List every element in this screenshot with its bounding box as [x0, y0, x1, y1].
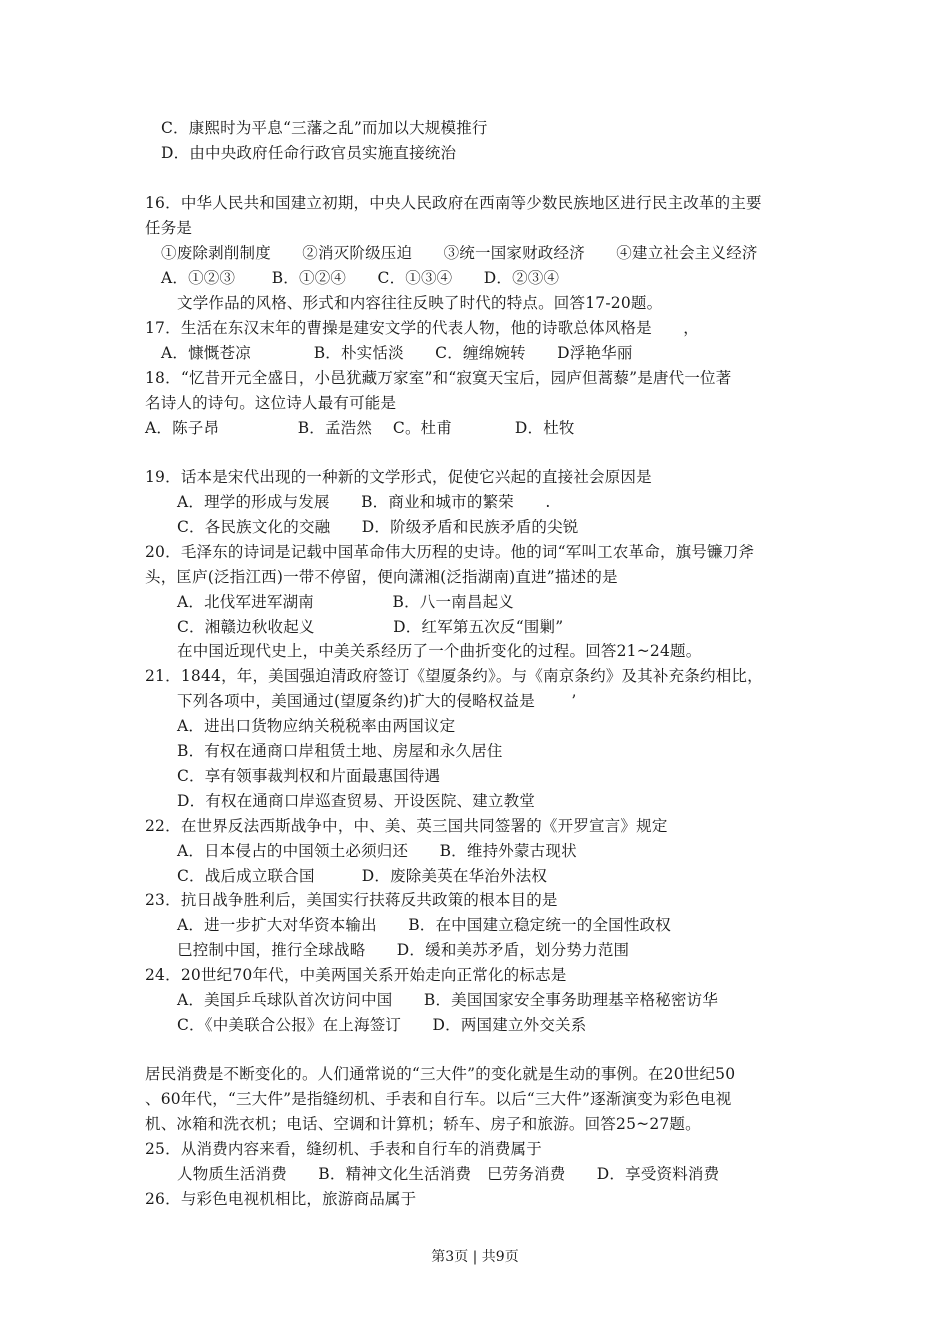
- text-line: C．各民族文化的交融 D．阶级矛盾和民族矛盾的尖锐: [177, 518, 579, 536]
- text-line: C．享有领事裁判权和片面最惠国待遇: [177, 767, 441, 785]
- text-line: A．进一步扩大对华资本输出 B．在中国建立稳定统一的全国性政权: [177, 916, 671, 934]
- page-footer: 第3页 | 共9页: [431, 1249, 519, 1265]
- text-line: 23．抗日战争胜利后，美国实行扶蒋反共政策的根本目的是: [145, 891, 558, 909]
- text-line: 、60年代，“三大件”是指缝纫机、手表和自行车。以后“三大件”逐渐演变为彩色电视: [145, 1090, 732, 1108]
- text-line: ①废除剥削制度 ②消灭阶级压迫 ③统一国家财政经济 ④建立社会主义经济: [161, 244, 758, 262]
- text-line: 机、冰箱和洗衣机；电话、空调和计算机；轿车、房子和旅游。回答25~27题。: [145, 1115, 701, 1133]
- text-line: 25．从消费内容来看，缝纫机、手表和自行车的消费属于: [145, 1140, 542, 1158]
- text-line: 22．在世界反法西斯战争中，中、美、英三国共同签署的《开罗宣言》规定: [145, 817, 668, 835]
- text-line: 20．毛泽东的诗词是记载中国革命伟大历程的史诗。他的词“军叫工农革命，旗号镰刀斧: [145, 543, 755, 561]
- text-line: A．慷慨苍凉 B．朴实恬淡 C．缠绵婉转 D浮艳华丽: [161, 344, 633, 362]
- text-line: 24．20世纪70年代，中美两国关系开始走向正常化的标志是: [145, 966, 567, 984]
- text-line: 18．“忆昔开元全盛日，小邑犹藏万家室”和“寂寞天宝后，园庐但蒿藜”是唐代一位著: [145, 369, 732, 387]
- text-line: 名诗人的诗句。这位诗人最有可能是: [145, 394, 397, 412]
- text-line: A．美国乒乓球队首次访问中国 B．美国国家安全事务助理基辛格秘密访华: [177, 991, 719, 1009]
- text-line: A．日本侵占的中国领土必须归还 B．维持外蒙古现状: [177, 842, 577, 860]
- text-line: D．由中央政府任命行政官员实施直接统治: [161, 144, 457, 162]
- text-line: 19．话本是宋代出现的一种新的文学形式，促使它兴起的直接社会原因是: [145, 468, 652, 486]
- text-line: C．战后成立联合国 D．废除美英在华治外法权: [177, 867, 548, 885]
- text-line: 文学作品的风格、形式和内容往往反映了时代的特点。回答17-20题。: [177, 294, 663, 312]
- text-line: D．有权在通商口岸巡查贸易、开设医院、建立教堂: [177, 792, 536, 810]
- text-line: 26．与彩色电视机相比，旅游商品属于: [145, 1190, 417, 1208]
- text-line: 17．生活在东汉末年的曹操是建安文学的代表人物，他的诗歌总体风格是 ，: [145, 319, 699, 337]
- text-line: A．理学的形成与发展 B．商业和城市的繁荣 .: [177, 493, 551, 511]
- text-line: C．湘赣边秋收起义 D．红军第五次反“围剿”: [177, 618, 564, 636]
- text-line: 16．中华人民共和国建立初期，中央人民政府在西南等少数民族地区进行民主改革的主要: [145, 194, 762, 212]
- text-line: C．《中美联合公报》在上海签订 D．两国建立外交关系: [177, 1016, 587, 1034]
- text-line: A．①②③ B．①②④ C．①③④ D．②③④: [161, 269, 560, 287]
- text-line: 任务是: [145, 219, 193, 237]
- text-line: 居民消费是不断变化的。人们通常说的“三大件”的变化就是生动的事例。在20世纪50: [145, 1065, 736, 1083]
- text-line: C．康熙时为平息“三藩之乱”而加以大规模推行: [161, 119, 488, 137]
- text-line: A．北伐军进军湖南 B．八一南昌起义: [177, 593, 514, 611]
- text-line: 人物质生活消费 B．精神文化生活消费 巳劳务消费 D．享受资料消费: [177, 1165, 720, 1183]
- text-line: B．有权在通商口岸租赁土地、房屋和永久居住: [177, 742, 503, 760]
- text-line: 在中国近现代史上，中美关系经历了一个曲折变化的过程。回答21~24题。: [177, 642, 702, 660]
- text-line: 21．1844，年，美国强迫清政府签订《望厦条约》。与《南京条约》及其补充条约相比，: [145, 667, 763, 685]
- text-line: A．进出口货物应纳关税税率由两国议定: [177, 717, 456, 735]
- text-line: A．陈子昂 B．孟浩然 C。杜甫 D．杜牧: [145, 419, 575, 437]
- text-line: 下列各项中，美国通过(望厦条约)扩大的侵略权益是 ’: [177, 692, 577, 710]
- text-line: 巳控制中国，推行全球战略 D．缓和美苏矛盾，划分势力范围: [177, 941, 630, 959]
- text-line: 头，匡庐(泛指江西)一带不停留，便向潇湘(泛指湖南)直进”描述的是: [145, 568, 618, 586]
